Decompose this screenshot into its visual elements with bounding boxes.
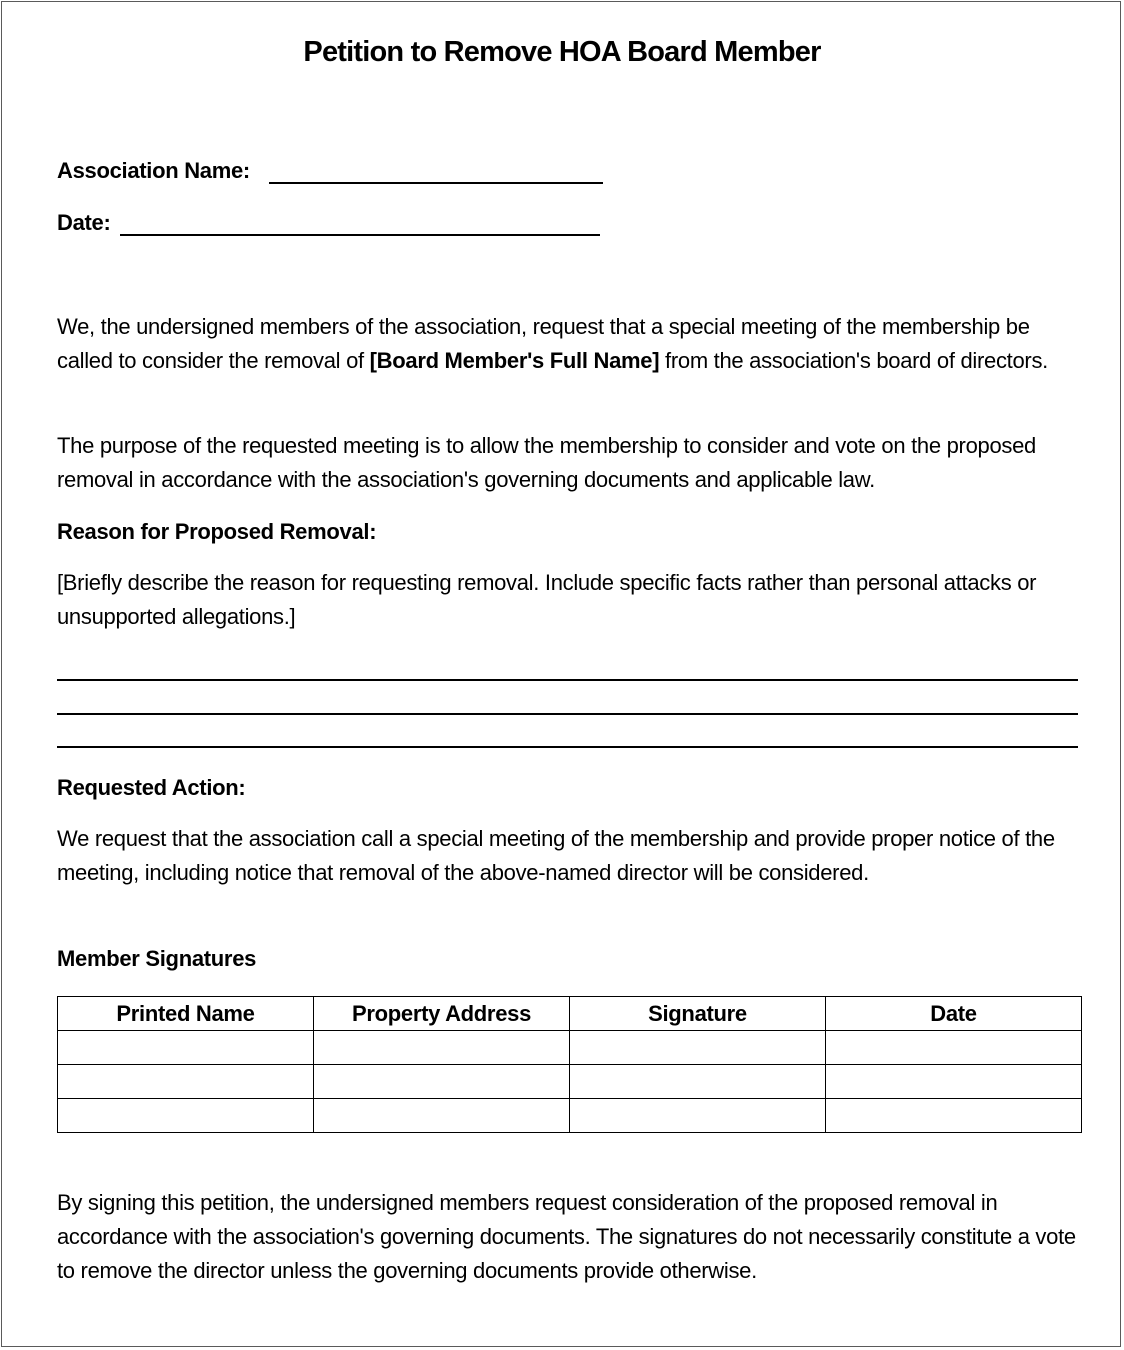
reason-line-2[interactable] (57, 713, 1078, 715)
requested-action-text: We request that the association call a special meeting of the membership and provide proper notice of the meeting, including notice that removal of the above-named director will be considered. (57, 826, 1055, 885)
signature-table (57, 996, 1082, 1133)
table-row (58, 1099, 1082, 1133)
reason-heading: Reason for Proposed Removal: (57, 519, 377, 544)
column-header-signature: Signature (570, 997, 826, 1031)
property-address-cell[interactable] (314, 1065, 570, 1099)
table-row (58, 1031, 1082, 1065)
signature-cell[interactable] (570, 1065, 826, 1099)
date-cell[interactable] (826, 1099, 1082, 1133)
table-row (58, 1065, 1082, 1099)
signatures-heading: Member Signatures (57, 946, 257, 971)
intro-paragraph (57, 310, 1077, 378)
date-cell[interactable] (826, 1065, 1082, 1099)
column-header-printed-name: Printed Name (58, 997, 314, 1031)
signature-cell[interactable] (570, 1099, 826, 1133)
association-name-field[interactable] (269, 182, 603, 184)
intro-text-start: We, the undersigned members of the association, request that a special meeting of the membership be called to consider the removal of (57, 314, 1030, 373)
printed-name-cell[interactable] (58, 1099, 314, 1133)
board-member-name-placeholder: [Board Member's Full Name] (369, 348, 660, 373)
reason-line-3[interactable] (57, 746, 1078, 748)
printed-name-cell[interactable] (58, 1031, 314, 1065)
association-name-label: Association Name: (57, 158, 250, 183)
date-cell[interactable] (826, 1031, 1082, 1065)
reason-line-1[interactable] (57, 679, 1078, 681)
date-field[interactable] (120, 234, 600, 236)
date-label: Date: (57, 210, 111, 235)
reason-instructions: [Briefly describe the reason for requesting removal. Include specific facts rather than personal attacks or unsupported allegations.] (57, 570, 1037, 629)
property-address-cell[interactable] (314, 1031, 570, 1065)
signature-table-header (58, 997, 1082, 1031)
printed-name-cell[interactable] (58, 1065, 314, 1099)
purpose-paragraph: The purpose of the requested meeting is to allow the membership to consider and vote on the proposed removal in accordance with the association's governing documents and applicable law. (57, 433, 1036, 492)
requested-action-heading: Requested Action: (57, 775, 246, 800)
column-header-date: Date (826, 997, 1082, 1031)
closing-paragraph: By signing this petition, the undersigned members request consideration of the proposed removal in accordance with the association's governing documents. The signatures do not necessarily constitute a vote to remove the director unless the governing documents provide otherwise. (57, 1190, 1076, 1283)
property-address-cell[interactable] (314, 1099, 570, 1133)
document-title: Petition to Remove HOA Board Member (303, 36, 821, 68)
document-page (1, 1, 1121, 1347)
column-header-property-address: Property Address (314, 997, 570, 1031)
intro-text-end: from the association's board of directors. (659, 348, 1048, 373)
signature-cell[interactable] (570, 1031, 826, 1065)
